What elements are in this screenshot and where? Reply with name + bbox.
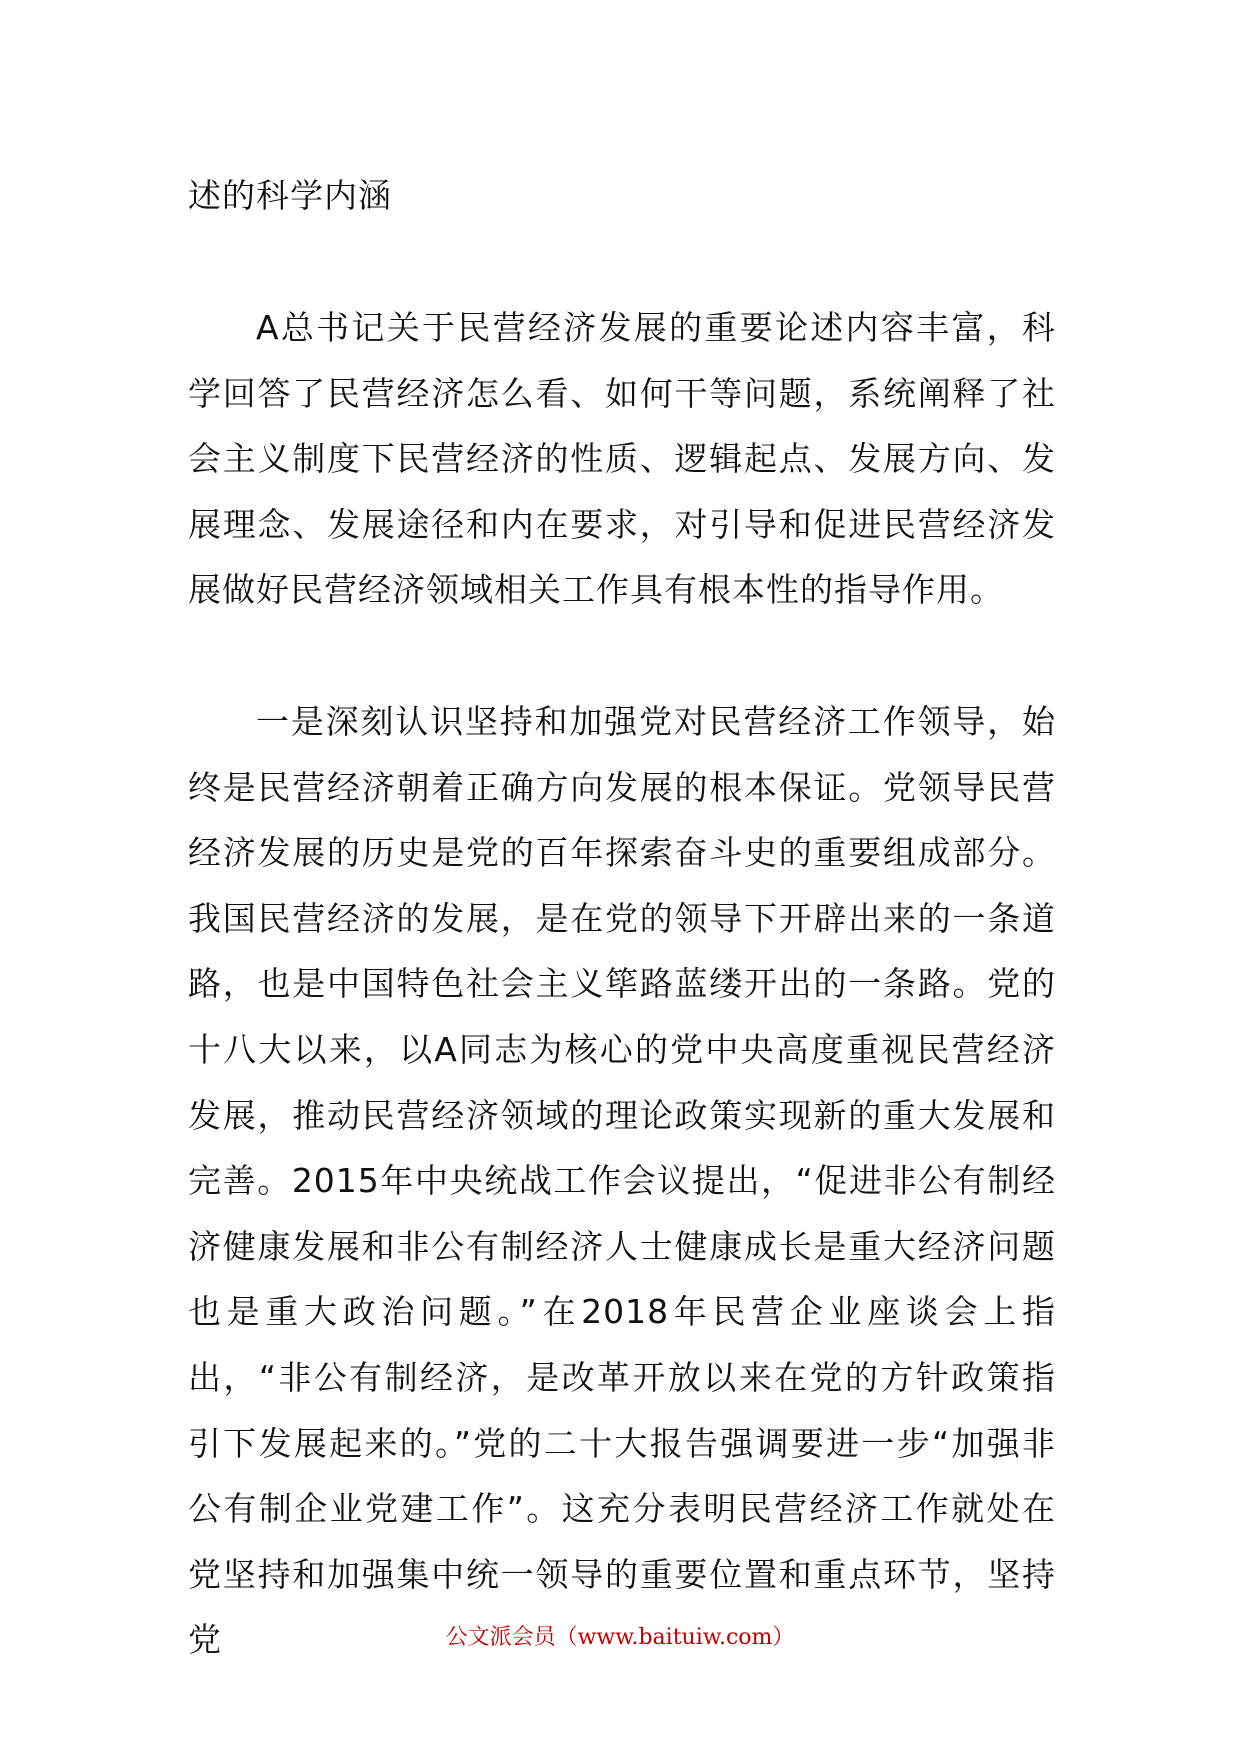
footer-watermark: 公文派会员（www.baituiw.com） [445, 1625, 795, 1650]
body-paragraph-overview: A总书记关于民营经济发展的重要论述内容丰富，科学回答了民营经济怎么看、如何干等问题，系统阐释了社会主义制度下民营经济的性质、逻辑起点、发展方向、发展理念、发展途径和内在要求，对引导和促进民营经济发展做好民营经济领域相关工作具有根本性的指导作用。 [188, 308, 1056, 610]
section-heading-continuation: 述的科学内涵 [188, 176, 392, 215]
body-paragraph-point-one: 一是深刻认识坚持和加强党对民营经济工作领导，始终是民营经济朝着正确方向发展的根本保证。党领导民营经济发展的历史是党的百年探索奋斗史的重要组成部分。我国民营经济的发展，是在党的领导下开辟出来的一条道路，也是中国特色社会主义筚路蓝缕开出的一条路。党的十八大以来，以A同志为核心的党中央高度重视民营经济发展，推动民营经济领域的理论政策实现新的重大发展和完善。2015年中央统战工作会议提出，“促进非公有制经济健康发展和非公有制经济人士健康成长是重大经济问题也是重大政治问题。”在2018年民营企业座谈会上指出，“非公有制经济，是改革开放以来在党的方针政策指引下发展起来的。”党的二十大报告强调要进一步“加强非公有制企业党建工作”。这充分表明民营经济工作就处在党坚持和加强集中统一领导的重要位置和重点环节，坚持党 [188, 702, 1056, 1660]
